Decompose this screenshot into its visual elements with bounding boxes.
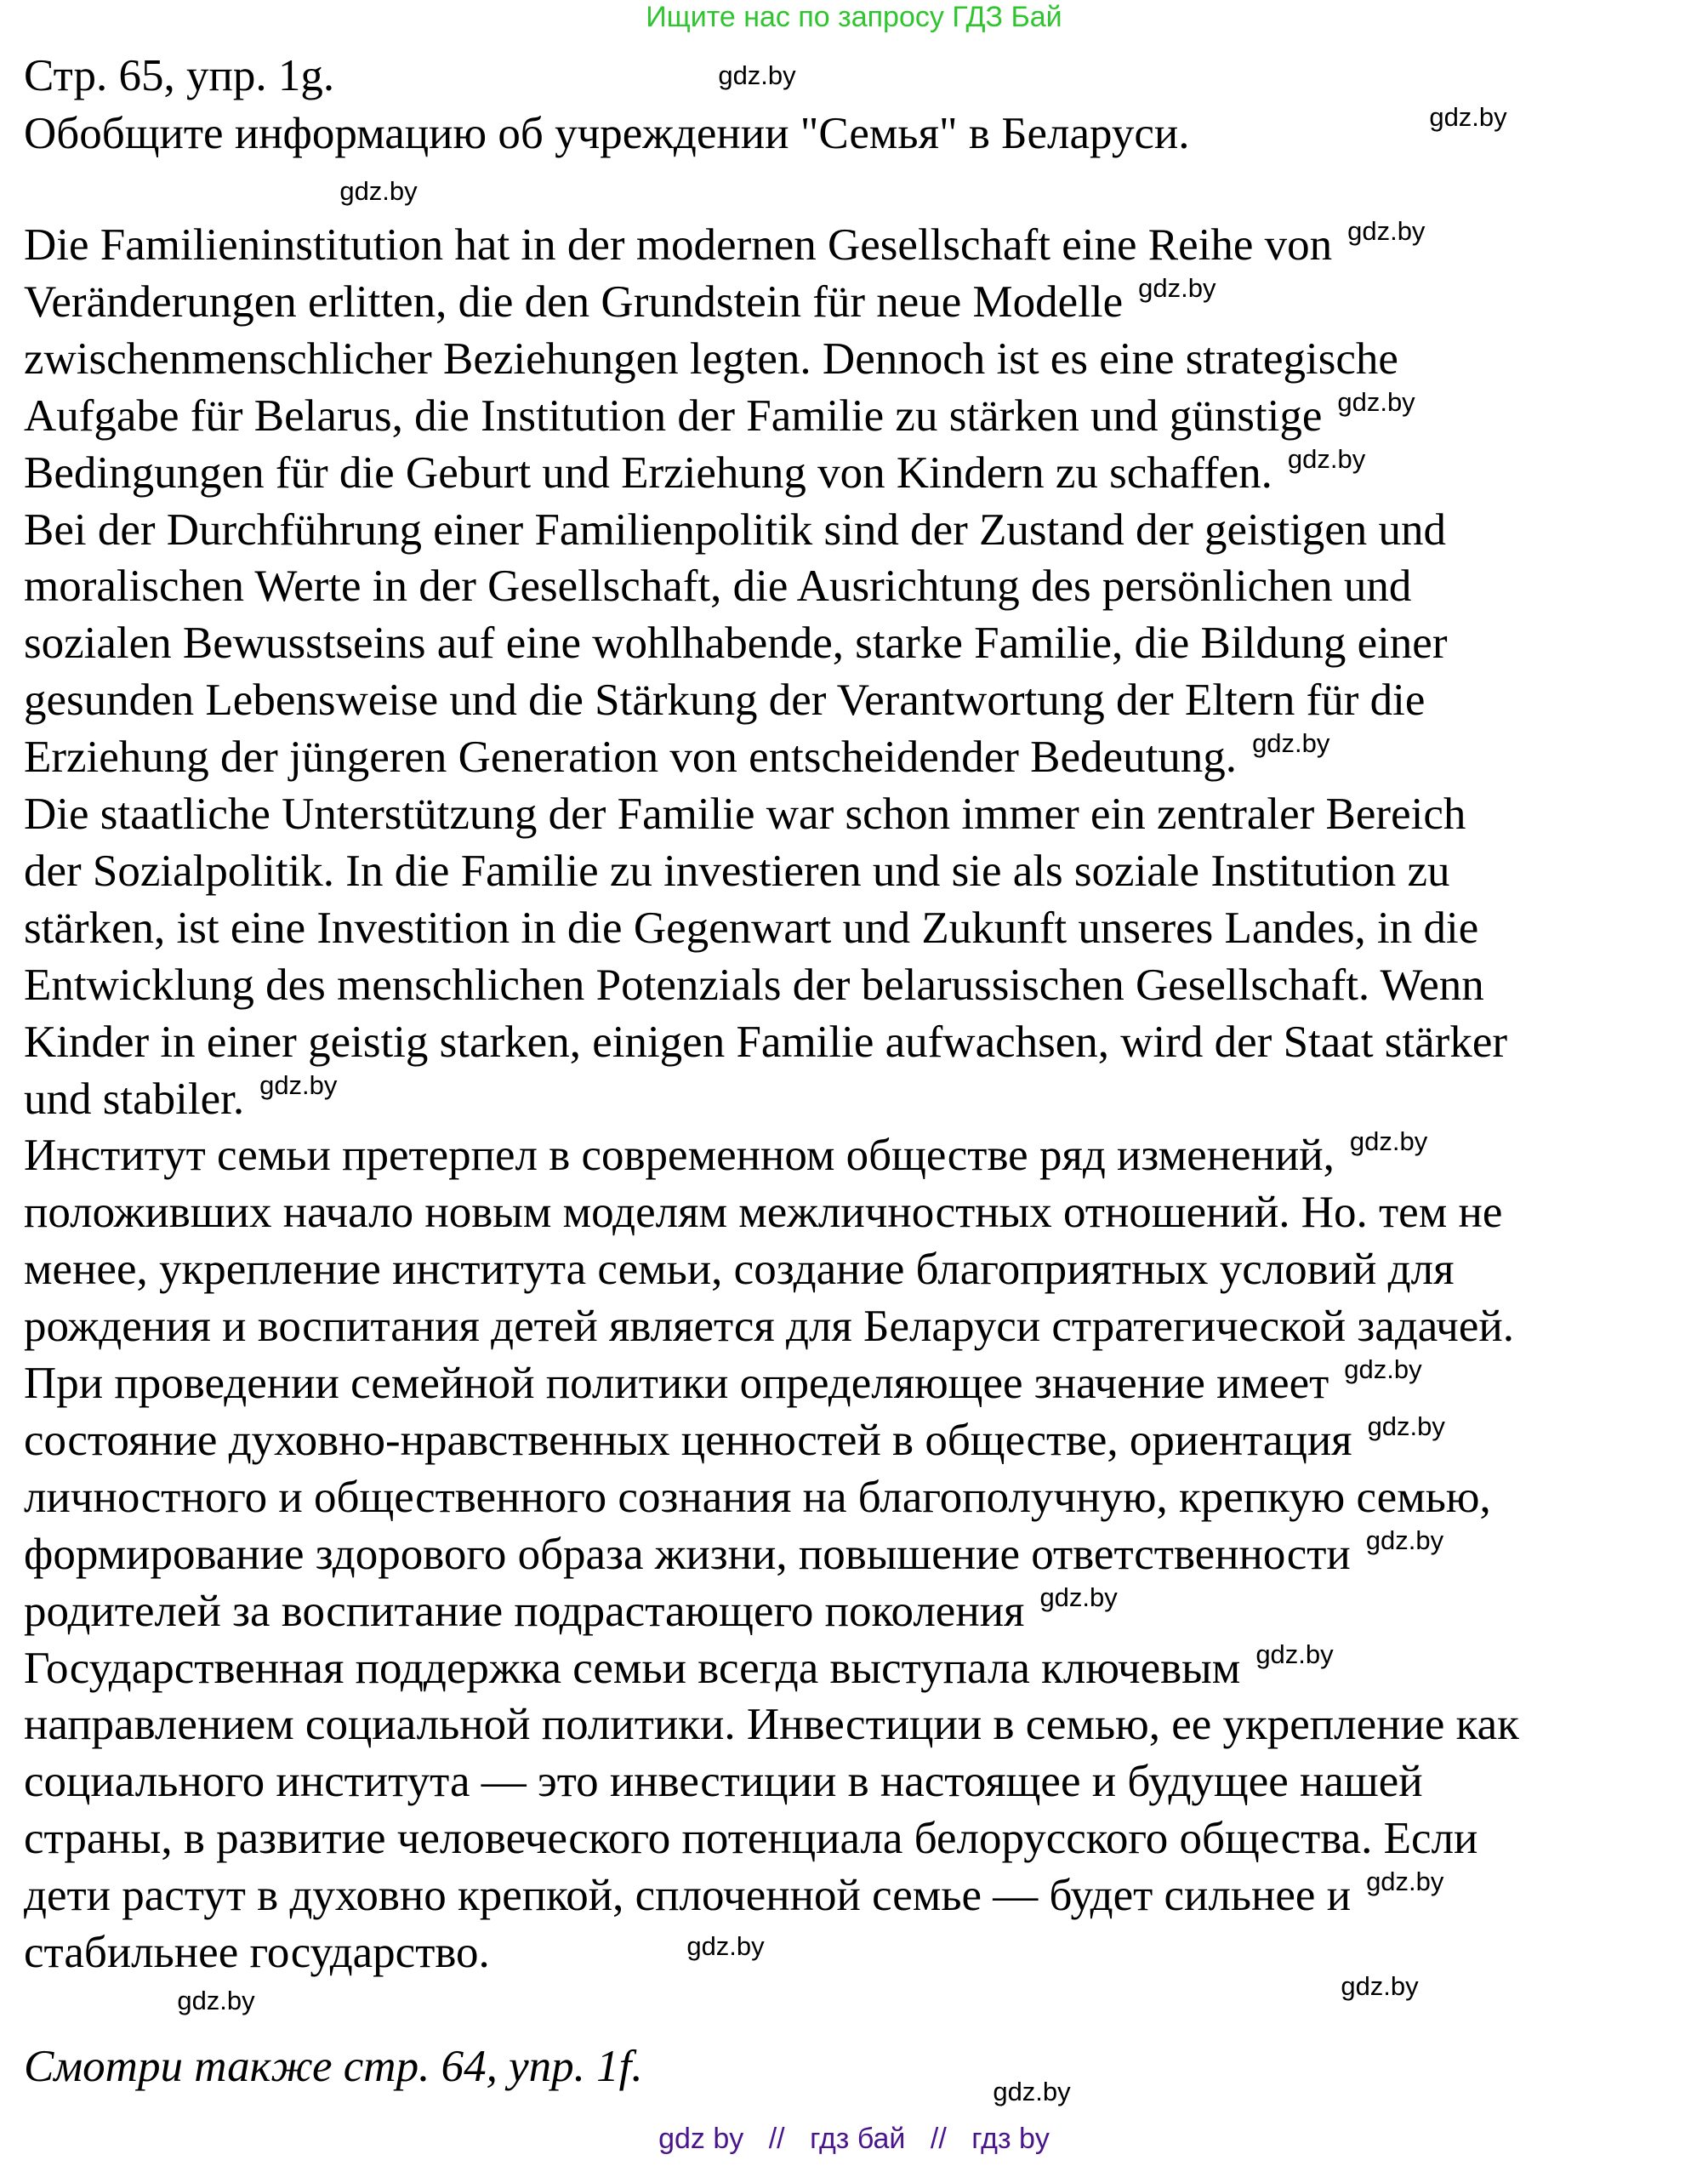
watermark: gdz.by xyxy=(177,1986,255,2015)
text-line-content: При проведении семейной политики определяющее значение имеет xyxy=(24,1359,1329,1408)
text-line xyxy=(24,1583,1118,1639)
text-line-content: der Sozialpolitik. In die Familie zu investieren und sie als soziale Institution zu xyxy=(24,846,1450,896)
text-line xyxy=(24,1696,1519,1753)
watermark: gdz.by xyxy=(1138,272,1216,303)
watermark: gdz.by xyxy=(1344,1354,1422,1384)
text-line-content: Entwicklung des menschlichen Potenzials der belarussischen Gesellschaft. Wenn xyxy=(24,960,1484,1010)
text-line xyxy=(24,558,1411,614)
text-line-content: положивших начало новым моделям межличностных отношений. Но. тем не xyxy=(24,1188,1503,1238)
text-line xyxy=(24,274,1216,330)
text-line xyxy=(24,1014,1507,1070)
text-line-content: состояние духовно-нравственных ценностей в обществе, ориентация xyxy=(24,1415,1352,1465)
text-line xyxy=(24,1753,1423,1810)
text-line xyxy=(24,1469,1491,1525)
text-line-content: moralischen Werte in der Gesellschaft, die Ausrichtung des persönlichen und xyxy=(24,561,1412,612)
text-line xyxy=(24,1071,337,1127)
text-line-content: Erziehung der jüngeren Generation von entscheidender Bedeutung. xyxy=(24,732,1238,783)
text-line xyxy=(24,1355,1422,1411)
text-line-content: gesunden Lebensweise und die Stärkung der Verantwortung der Eltern für die xyxy=(24,675,1426,726)
text-line xyxy=(24,900,1478,956)
top-banner: Ищите нас по запросу ГДЗ Бай xyxy=(646,1,1062,33)
text-line-content: Государственная поддержка семьи всегда выступала ключевым xyxy=(24,1643,1241,1693)
watermark: gdz.by xyxy=(1039,1582,1118,1612)
text-line xyxy=(24,1298,1514,1354)
text-line-content: личностного и общественного сознания на благополучную, крепкую семью, xyxy=(24,1472,1491,1522)
footer-links xyxy=(0,2122,1708,2156)
text-line-content: Bei der Durchführung einer Familienpolitik sind der Zustand der geistigen und xyxy=(24,504,1447,555)
watermark: gdz.by xyxy=(1365,1525,1444,1555)
text-line xyxy=(24,1412,1445,1468)
text-line-content: социального института — это инвестиции в настоящее и будущее нашей xyxy=(24,1757,1423,1807)
text-line-content: und stabiler. xyxy=(24,1074,245,1124)
text-line xyxy=(24,388,1415,444)
text-line xyxy=(24,1526,1443,1582)
text-line xyxy=(24,672,1425,728)
watermark: gdz.by xyxy=(1367,1411,1445,1441)
watermark: gdz.by xyxy=(1287,443,1366,474)
text-line xyxy=(24,1640,1334,1696)
watermark: gdz.by xyxy=(686,1931,765,1961)
footer-link-gdz-by[interactable]: gdz by xyxy=(658,2123,744,2155)
footer-link-gdz-bai[interactable]: гдз бай xyxy=(810,2123,906,2155)
text-line-content: Veränderungen erlitten, die den Grundstein für neue Modelle xyxy=(24,276,1124,327)
footer-separator: // xyxy=(768,2123,785,2155)
text-line-content: sozialen Bewusstseins auf eine wohlhabende, starke Familie, die Bildung einer xyxy=(24,618,1448,669)
text-line xyxy=(24,331,1398,387)
text-line xyxy=(24,786,1466,842)
text-line xyxy=(24,957,1484,1013)
text-line-content: Kinder in einer geistig starken, einigen Familie aufwachsen, wird der Staat stärker xyxy=(24,1017,1508,1067)
watermark: gdz.by xyxy=(1349,1126,1428,1157)
footer-link-gdz-by-cyr[interactable]: гдз by xyxy=(971,2123,1050,2155)
text-line-content: Die Familieninstitution hat in der modernen Gesellschaft eine Reihe von xyxy=(24,220,1333,270)
text-line xyxy=(24,1924,490,1981)
task-heading: Обобщите информацию об учреждении "Семья" в Беларуси. xyxy=(24,109,1190,158)
text-line-content: родителей за воспитание подрастающего поколения xyxy=(24,1586,1025,1636)
text-line-content: Die staatliche Unterstützung der Familie war schon immer ein zentraler Bereich xyxy=(24,789,1466,839)
watermark: gdz.by xyxy=(339,176,418,206)
text-line-content: zwischenmenschlicher Beziehungen legten. Dennoch ist es eine strategische xyxy=(24,333,1398,384)
text-line-content: Aufgabe für Belarus, die Institution der Familie zu stärken und günstige xyxy=(24,390,1323,441)
text-line-content: Bedingungen für die Geburt und Erziehung von Kindern zu schaffen. xyxy=(24,447,1272,498)
watermark: gdz.by xyxy=(718,60,796,90)
text-line xyxy=(24,843,1450,899)
text-line xyxy=(24,502,1446,558)
watermark: gdz.by xyxy=(1337,386,1415,417)
text-line xyxy=(24,729,1329,785)
text-line-content: Институт семьи претерпел в современном обществе ряд изменений, xyxy=(24,1131,1335,1181)
watermark: gdz.by xyxy=(1341,1971,1419,2001)
see-also-note: Смотри также стр. 64, упр. 1f. xyxy=(24,2042,643,2091)
text-line xyxy=(24,217,1425,273)
watermark: gdz.by xyxy=(1366,1867,1444,1897)
text-line xyxy=(24,1241,1454,1297)
text-line xyxy=(24,1127,1427,1183)
watermark: gdz.by xyxy=(1429,102,1507,132)
text-line xyxy=(24,1867,1443,1924)
watermark: gdz.by xyxy=(1347,216,1426,246)
footer-separator: // xyxy=(930,2123,947,2155)
watermark: gdz.by xyxy=(1255,1639,1334,1669)
text-line-content: стабильнее государство. xyxy=(24,1928,490,1977)
text-line xyxy=(24,445,1365,501)
exercise-heading: Стр. 65, упр. 1g. xyxy=(24,51,335,100)
text-line-content: дети растут в духовно крепкой, сплоченной семье — будет сильнее и xyxy=(24,1871,1352,1921)
watermark: gdz.by xyxy=(259,1069,338,1100)
text-line xyxy=(24,1184,1502,1240)
text-line-content: страны, в развитие человеческого потенциала белорусского общества. Если xyxy=(24,1814,1478,1864)
text-line xyxy=(24,615,1448,671)
watermark: gdz.by xyxy=(1252,728,1330,759)
text-line-content: менее, укрепление института семьи, создание благоприятных условий для xyxy=(24,1245,1455,1295)
text-line-content: направлением социальной политики. Инвестиции в семью, ее укрепление как xyxy=(24,1700,1519,1750)
watermark: gdz.by xyxy=(993,2077,1071,2106)
text-line-content: рождения и воспитания детей является для Беларуси стратегической задачей. xyxy=(24,1302,1514,1352)
text-line-content: формирование здорового образа жизни, повышение ответственности xyxy=(24,1529,1351,1579)
text-line-content: stärken, ist eine Investition in die Gegenwart und Zukunft unseres Landes, in die xyxy=(24,903,1479,953)
text-line xyxy=(24,1810,1477,1867)
